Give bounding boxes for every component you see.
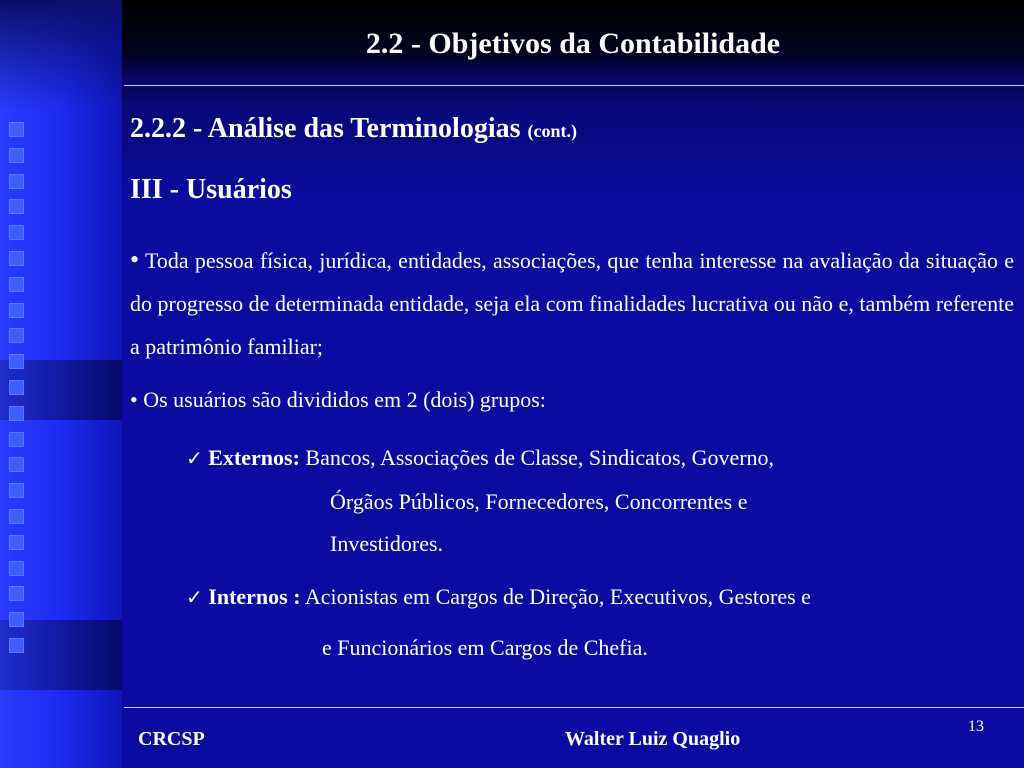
checkmark-icon: ✓ (186, 585, 203, 609)
sidebar-shade (0, 0, 122, 110)
internos-line-2: e Funcionários em Cargos de Chefia. (322, 635, 648, 660)
internos-line-1 (186, 582, 811, 612)
externos-label: Externos: (208, 445, 300, 470)
bullet-1-text: Toda pessoa física, jurídica, entidades, associações, que tenha interesse na avaliação da situação e do progresso de determinada entidade, seja ela com finalidades lucrativa ou não e, também referente a patrimônio familiar; (130, 248, 1014, 359)
sidebar-square (9, 199, 24, 214)
sidebar-square (9, 277, 24, 292)
section-heading-suffix: (cont.) (527, 121, 577, 141)
sidebar-square (9, 432, 24, 447)
sidebar-square (9, 122, 24, 137)
bullet-marker: • (130, 245, 140, 274)
externos-line-2: Órgãos Públicos, Fornecedores, Concorrentes e (330, 489, 748, 514)
sidebar-square (9, 457, 24, 472)
sidebar-square (9, 561, 24, 576)
sidebar-square (9, 612, 24, 627)
decorative-sidebar (0, 0, 122, 768)
sidebar-square (9, 406, 24, 421)
externos-text-1: Bancos, Associações de Classe, Sindicatos, Governo, (305, 445, 775, 470)
page-number: 13 (968, 718, 984, 735)
footer-divider (124, 707, 1024, 708)
sidebar-square (9, 148, 24, 163)
sidebar-dark-band (0, 620, 122, 690)
externos-line-1 (186, 443, 774, 473)
sidebar-square (9, 303, 24, 318)
sidebar-square (9, 328, 24, 343)
checkmark-icon: ✓ (186, 446, 203, 470)
sidebar-square (9, 380, 24, 395)
slide-title: 2.2 - Objetivos da Contabilidade (365, 27, 781, 60)
bullet-2-text: Os usuários são divididos em 2 (dois) grupos: (143, 387, 546, 412)
sidebar-square (9, 354, 24, 369)
sidebar-square (9, 586, 24, 601)
sidebar-square (9, 638, 24, 653)
sidebar-square (9, 225, 24, 240)
title-divider (124, 85, 1024, 86)
internos-text-1: Acionistas em Cargos de Direção, Executivos, Gestores e (304, 584, 811, 609)
section-heading (130, 112, 577, 148)
bullet-paragraph-2 (130, 385, 546, 415)
footer-author: Walter Luiz Quaglio (565, 728, 741, 750)
subheading: III - Usuários (130, 174, 292, 205)
sidebar-square (9, 251, 24, 266)
section-heading-text: 2.2.2 - Análise das Terminologias (130, 113, 521, 144)
sidebar-square (9, 509, 24, 524)
sidebar-square (9, 174, 24, 189)
sidebar-square (9, 483, 24, 498)
externos-line-3: Investidores. (330, 531, 444, 556)
bullet-marker: • (130, 387, 138, 412)
sidebar-square (9, 535, 24, 550)
internos-label: Internos : (208, 584, 301, 609)
bullet-paragraph-1 (130, 238, 1014, 368)
footer-organization: CRCSP (138, 728, 205, 750)
